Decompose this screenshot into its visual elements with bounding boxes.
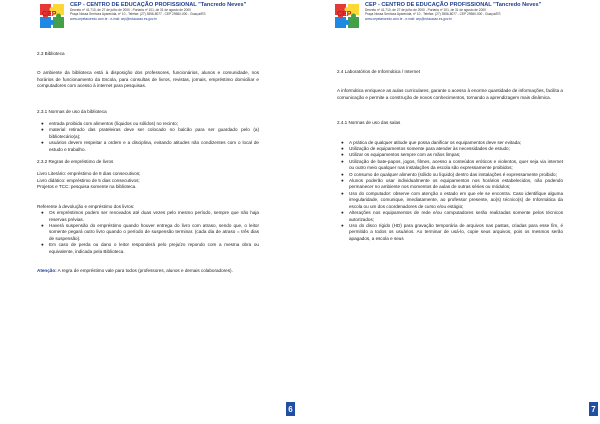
loan-line: Livro didático: empréstimo de 5 dias consecutivos; (37, 177, 140, 183)
list-item: ● Uso do disco rígido (HD) para gravação temporária de arquivos nas pastas, criadas para esse fim, é permitido a todos os usuários. Ao terminar de usá-lo, copie seus arquivos, pois os mesmos serão apagados, a escola e seus (341, 222, 563, 241)
lab-intro: A informática enriquece as aulas curriculares, garante o acesso à enorme quantidade de informações, facilita a comunicação e permite a construção de novos conhecimentos, tornando a aprendizagem mais dinâmica. (337, 88, 563, 100)
bullet-icon: ● (341, 146, 344, 152)
page-number: 7 (589, 402, 598, 416)
logo-text: CEP (42, 11, 57, 18)
header-contact: www.cepetancredo.com.br - e-mail: cep@educacao.es.gov.br (70, 16, 157, 21)
header-decree: Decreto nº 41.710, de 27 de julho de 2000 - Portaria nº 101, de 31 de agosto de 2000 (70, 8, 191, 12)
bullet-icon: ● (341, 210, 344, 216)
page-number: 6 (286, 402, 295, 416)
bullet-icon: ● (41, 140, 44, 146)
subheading-norms: 2.3.1 Normas de uso da biblioteca (37, 108, 107, 114)
return-intro: Referente à devolução e empréstimo dos livros: (37, 203, 135, 209)
header-title: CEP - CENTRO DE EDUCAÇÃO PROFISSIONAL "Tancredo Neves" (70, 2, 247, 8)
bullet-icon: ● (41, 222, 44, 228)
bullet-icon: ● (341, 222, 344, 228)
attention-text: A regra de empréstimo vale para todos (professores, alunos e demais colaboradores). (56, 267, 233, 273)
list-item: ● Uso do computador: observe com atenção o estado em que ele se encontra. Caso identifique alguma irregularidade, comunique, imediatamente, ao professor presente, ao(s) técnico(s) de Informática da escola ou um dos coordenadores de curso e/ou estágio; (341, 190, 563, 209)
list-item: ● Alterações nos equipamentos de rede e/ou computadores serão realizadas somente pelos técnicos autorizados; (341, 210, 563, 222)
header-contact: www.cepetancredo.com.br - e-mail: cep@educacao.es.gov.br (365, 16, 452, 21)
header-text (365, 2, 541, 21)
subheading-rules: 2.4.1 Normas de uso das salas (337, 120, 401, 126)
header-text (70, 2, 246, 21)
list-item: ● Alunos poderão usar individualmente os equipamentos nos horários estabelecidos, não podendo permanecer no ambiente nos momentos de aulas de outras séries ou módulos; (341, 178, 563, 190)
attention-note (37, 268, 259, 274)
section-heading: 2.3 Biblioteca (37, 51, 65, 56)
list-item: ● usuários devem respeitar a ordem e a disciplina, evitando atitudes não condizentes com o local de estudo e trabalho. (41, 140, 259, 152)
subheading-loans: 2.3.2 Regras de empréstimo de livros (37, 159, 114, 165)
lab-rules-list (337, 140, 563, 243)
left-content (37, 51, 259, 274)
return-rules-list (37, 210, 259, 255)
right-page (300, 0, 600, 424)
cep-logo (333, 2, 361, 30)
attention-label: Atenção: (37, 267, 57, 273)
list-item: ● material retirado das prateleiras deve ser colocado no balcão para ser guardado pelo (a) bibliotecário(a); (41, 127, 259, 139)
right-content (337, 69, 563, 242)
library-intro: O ambiente da biblioteca está à disposição dos professores, funcionários, alunos e comunidade, nos horários de funcionamento da Escola, para consultas de livros, revistas, jornais, empréstimo domiciliar e computadores com acesso à internet para pesquisas. (37, 70, 259, 89)
header-title: CEP - CENTRO DE EDUCAÇÃO PROFISSIONAL "Tancredo Neves" (365, 2, 542, 8)
list-item: ● Utilização de equipamentos somente para atender às necessidades de estudo; (341, 146, 510, 152)
bullet-icon: ● (341, 139, 344, 145)
list-item: ● Haverá suspensão do empréstimo quando houver entrega do livro com atraso, sendo que, o leitor somente pegará outro livro quando o período de suspensão terminar. (cada dia de atraso = três dias de suspensão). (41, 222, 259, 241)
page-header (333, 2, 541, 38)
bullet-icon: ● (341, 158, 344, 164)
list-item: ● Utilizar os equipamentos sempre com as mãos limpas; (341, 152, 461, 158)
loan-line: Livro Literário: empréstimo de 8 dias consecutivos; (37, 171, 141, 177)
bullet-icon: ● (41, 127, 44, 133)
list-item: ● Em caso de perda ou dano o leitor responderá pelo prejuízo repondo com a mesma obra ou equivalente, indicada pela Biblioteca. (41, 242, 259, 254)
bullet-icon: ● (41, 121, 44, 127)
bullet-icon: ● (341, 190, 344, 196)
norms-list (37, 121, 259, 153)
list-item: ● Os empréstimos podem ser renovados até duas vezes pelo mesmo período, sempre que não haja reservas prévias. (41, 210, 259, 222)
bullet-icon: ● (341, 178, 344, 184)
list-item: ● entrada proibida com alimentos (líquidos ou sólidos) no recinto; (41, 121, 178, 127)
cep-logo (38, 2, 66, 30)
header-address: Praça Nossa Senhora Aparecida, nº 10 - Telefax: (27) 3556-8077 - CEP 29560-000 - Guaçuí/ES (365, 12, 501, 17)
bullet-icon: ● (41, 242, 44, 248)
page-header (38, 2, 246, 38)
bullet-icon: ● (41, 210, 44, 216)
logo-text: CEP (337, 11, 352, 18)
list-item: ● Utilização de bate-papos, jogos, filmes, acesso a conteúdos eróticos e violentos, quer seja via internet ou outro meio qualquer nas instalações da escola são expressamente proibidos; (341, 158, 563, 171)
section-heading: 2.4 Laboratórios de Informática / Internet (337, 69, 420, 74)
list-item: ● O consumo de qualquer alimento (sólido ou líquido) dentro das instalações é expressamente proibido; (341, 171, 557, 177)
header-address: Praça Nossa Senhora Aparecida, nº 10 - Telefax: (27) 3556-8077 - CEP 29560-000 - Guaçuí/ES (70, 12, 206, 17)
list-item: ● A prática de qualquer atitude que possa danificar os equipamentos deve ser evitada; (341, 139, 522, 145)
bullet-icon: ● (341, 171, 344, 177)
header-decree: Decreto nº 41.710, de 27 de julho de 2000 - Portaria nº 101, de 31 de agosto de 2000 (365, 8, 486, 12)
loan-line: Projetos e TCC: pesquisa somente na biblioteca. (37, 184, 137, 190)
bullet-icon: ● (341, 152, 344, 158)
